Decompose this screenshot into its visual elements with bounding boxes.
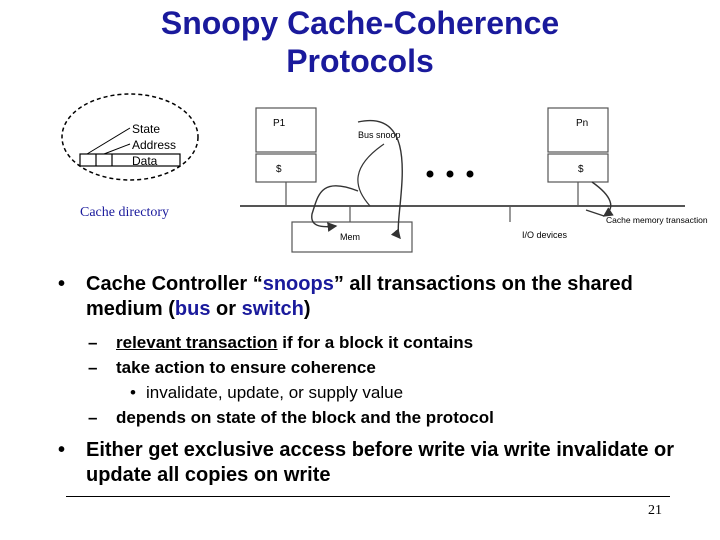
snoops-keyword: snoops xyxy=(262,273,334,295)
dash-marker: – xyxy=(88,333,98,352)
dash-marker: – xyxy=(88,358,98,377)
slide-title xyxy=(0,4,720,80)
transaction-label xyxy=(606,215,708,225)
transaction-label-text: Cache memory transaction xyxy=(606,215,708,225)
cachen-arrow xyxy=(592,182,611,216)
field-state: State xyxy=(132,122,161,136)
cache-directory-ellipse xyxy=(62,94,198,180)
footer-rule xyxy=(66,496,670,497)
switch-keyword: switch xyxy=(241,298,304,320)
bullet-dot: • xyxy=(58,273,66,295)
ellipsis-dot xyxy=(427,171,434,178)
bullet-text: ” all transactions on the shared medium ( xyxy=(86,273,633,320)
address-pointer xyxy=(104,144,130,154)
bullet-dot: • xyxy=(58,439,66,461)
page-number: 21 xyxy=(648,503,662,518)
bus-snoop-diagram xyxy=(240,96,708,256)
p1-label: P1 xyxy=(273,118,286,129)
sub-sub-bullet-text: invalidate, update, or supply value xyxy=(146,383,404,402)
cache1-box xyxy=(256,154,316,182)
cache-directory-diagram xyxy=(60,90,220,230)
snoop-arrow xyxy=(358,144,384,206)
cache-line-box xyxy=(80,154,180,166)
p1-box xyxy=(256,108,316,152)
dash-marker: – xyxy=(88,408,98,427)
title-line-1: Snoopy Cache-Coherence xyxy=(160,5,560,41)
state-pointer xyxy=(87,128,130,154)
field-address: Address xyxy=(132,138,177,152)
sub-sub-bullet xyxy=(58,380,678,405)
sub-bullet-action xyxy=(58,355,678,380)
bullet-list xyxy=(58,272,678,488)
bullet-text: ) xyxy=(303,298,311,320)
sub-bullet-text: if for a block it contains xyxy=(277,333,474,352)
bullet-snoop xyxy=(58,272,678,322)
cachen-label: $ xyxy=(578,164,584,175)
bullet-dot: • xyxy=(130,383,136,402)
cache-directory-caption: Cache directory xyxy=(80,205,170,220)
sub-bullet-relevant xyxy=(58,330,678,355)
mem-label: Mem xyxy=(340,232,360,242)
cache1-label: $ xyxy=(276,164,282,175)
bus-snoop-label: Bus snoop xyxy=(358,130,401,140)
io-label: I/O devices xyxy=(522,230,568,240)
sub-bullet-text: depends on state of the block and the protocol xyxy=(116,408,494,427)
pn-label: Pn xyxy=(576,118,589,129)
bullet-text: Either get exclusive access before write via write invalidate or update all copies on write xyxy=(86,439,675,486)
sub-bullet-text: take action to ensure coherence xyxy=(116,358,376,377)
sub-bullet-depends xyxy=(58,405,678,430)
bullet-exclusive xyxy=(58,438,678,488)
bullet-text: Cache Controller “ xyxy=(86,273,263,295)
title-line-2: Protocols xyxy=(286,43,434,79)
ellipsis-dot xyxy=(467,171,474,178)
bus-keyword: bus xyxy=(174,298,211,320)
relevant-transaction-term: relevant transaction xyxy=(116,333,278,352)
transaction-arrow xyxy=(586,210,604,216)
pn-box xyxy=(548,108,608,152)
bullet-text: or xyxy=(210,298,242,320)
field-data: Data xyxy=(132,154,158,168)
ellipsis-dot xyxy=(447,171,454,178)
